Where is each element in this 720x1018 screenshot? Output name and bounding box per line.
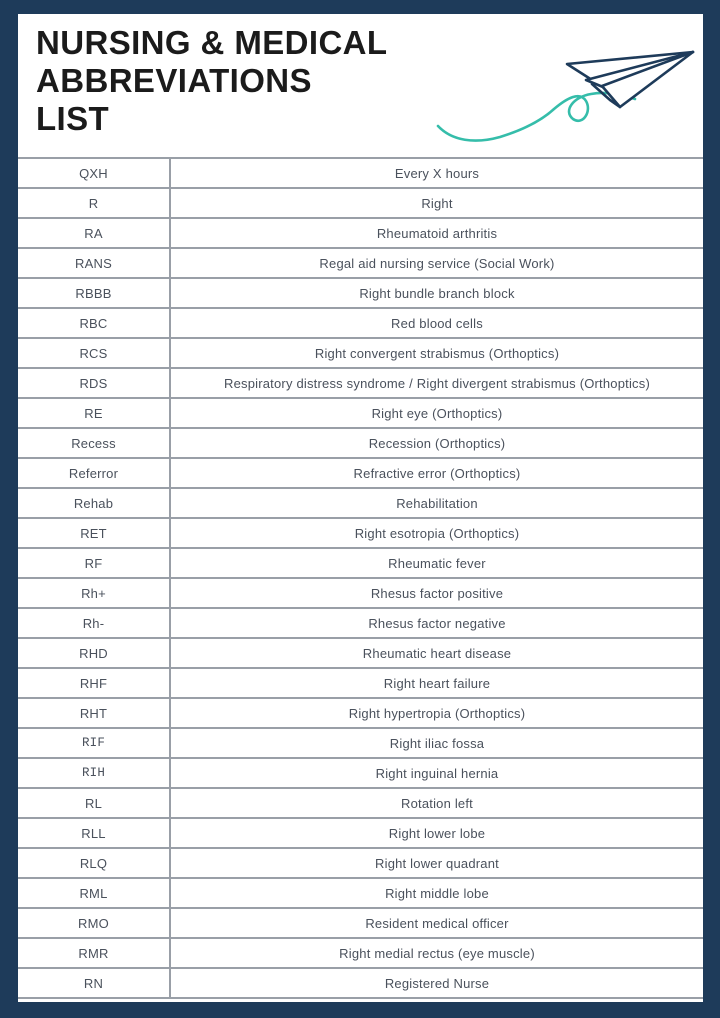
abbreviation-cell: RA bbox=[18, 219, 171, 247]
table-row bbox=[18, 339, 703, 369]
abbreviation-cell: RN bbox=[18, 969, 171, 997]
abbreviation-cell: RBC bbox=[18, 309, 171, 337]
abbreviation-cell: RMO bbox=[18, 909, 171, 937]
table-row bbox=[18, 219, 703, 249]
meaning-cell: Right convergent strabismus (Orthoptics) bbox=[314, 345, 560, 361]
page-title-line-3: LIST bbox=[36, 100, 110, 137]
table-row bbox=[18, 669, 703, 699]
page-title-line-1: NURSING & MEDICAL bbox=[36, 24, 388, 61]
header bbox=[18, 14, 703, 157]
abbreviation-cell: RML bbox=[18, 879, 171, 907]
meaning-cell: Refractive error (Orthoptics) bbox=[353, 465, 521, 481]
meaning-cell: Right bbox=[421, 195, 453, 211]
abbreviation-cell: RHT bbox=[18, 699, 171, 727]
table-row bbox=[18, 819, 703, 849]
teal-swoosh-icon bbox=[438, 93, 635, 141]
abbreviation-cell: RBBB bbox=[18, 279, 171, 307]
table-row bbox=[18, 879, 703, 909]
abbreviation-cell: RF bbox=[18, 549, 171, 577]
meaning-cell: Right esotropia (Orthoptics) bbox=[354, 525, 520, 541]
abbreviations-table bbox=[18, 157, 703, 999]
meaning-cell: Right inguinal hernia bbox=[375, 765, 499, 781]
abbreviation-cell: RHD bbox=[18, 639, 171, 667]
meaning-cell: Red blood cells bbox=[391, 315, 483, 331]
table-row bbox=[18, 279, 703, 309]
abbreviation-cell: RCS bbox=[18, 339, 171, 367]
meaning-cell: Rheumatoid arthritis bbox=[376, 225, 498, 241]
meaning-cell: Right lower lobe bbox=[388, 825, 486, 841]
meaning-cell: Right medial rectus (eye muscle) bbox=[339, 945, 535, 961]
meaning-cell: Rheumatic fever bbox=[388, 555, 486, 571]
meaning-cell: Right eye (Orthoptics) bbox=[371, 405, 503, 421]
table-row bbox=[18, 849, 703, 879]
abbreviation-cell: RANS bbox=[18, 249, 171, 277]
abbreviation-cell: RIH bbox=[18, 759, 171, 787]
meaning-cell: Right heart failure bbox=[383, 675, 491, 691]
abbreviation-cell: RHF bbox=[18, 669, 171, 697]
abbreviation-cell: RDS bbox=[18, 369, 171, 397]
meaning-cell: Right lower quadrant bbox=[375, 855, 499, 871]
table-row bbox=[18, 519, 703, 549]
abbreviation-cell: RLQ bbox=[18, 849, 171, 877]
meaning-cell: Rhesus factor positive bbox=[370, 585, 504, 601]
table-row bbox=[18, 189, 703, 219]
table-row bbox=[18, 939, 703, 969]
meaning-cell: Every X hours bbox=[394, 165, 480, 181]
table-row bbox=[18, 249, 703, 279]
table-row bbox=[18, 729, 703, 759]
meaning-cell: Right iliac fossa bbox=[389, 735, 485, 751]
abbreviation-cell: RL bbox=[18, 789, 171, 817]
meaning-cell: Rotation left bbox=[401, 795, 473, 811]
meaning-cell: Rhesus factor negative bbox=[368, 615, 506, 631]
meaning-cell: Rehabilitation bbox=[396, 495, 478, 511]
abbreviation-cell: Rh+ bbox=[18, 579, 171, 607]
meaning-cell: Right hypertropia (Orthoptics) bbox=[348, 705, 526, 721]
page bbox=[18, 14, 703, 1002]
table-row bbox=[18, 609, 703, 639]
table-row bbox=[18, 159, 703, 189]
table-row bbox=[18, 699, 703, 729]
meaning-cell: Recession (Orthoptics) bbox=[368, 435, 506, 451]
table-row bbox=[18, 969, 703, 999]
table-row bbox=[18, 369, 703, 399]
meaning-cell: Right middle lobe bbox=[385, 885, 489, 901]
table-row bbox=[18, 909, 703, 939]
meaning-cell: Registered Nurse bbox=[384, 975, 490, 991]
table-row bbox=[18, 429, 703, 459]
table-row bbox=[18, 759, 703, 789]
meaning-cell: Resident medical officer bbox=[365, 915, 509, 931]
abbreviation-cell: RIF bbox=[18, 729, 171, 757]
abbreviation-cell: RLL bbox=[18, 819, 171, 847]
paper-plane-illustration bbox=[430, 40, 700, 152]
abbreviation-cell: RE bbox=[18, 399, 171, 427]
abbreviation-cell: Referror bbox=[18, 459, 171, 487]
meaning-cell: Respiratory distress syndrome / Right divergent strabismus (Orthoptics) bbox=[223, 375, 650, 391]
table-row bbox=[18, 789, 703, 819]
abbreviation-cell: Recess bbox=[18, 429, 171, 457]
abbreviation-cell: Rh- bbox=[18, 609, 171, 637]
table-row bbox=[18, 459, 703, 489]
table-row bbox=[18, 639, 703, 669]
meaning-cell: Right bundle branch block bbox=[359, 285, 515, 301]
table-row bbox=[18, 579, 703, 609]
page-title-line-2: ABBREVIATIONS bbox=[36, 62, 312, 99]
page-title bbox=[36, 24, 387, 138]
abbreviation-cell: RET bbox=[18, 519, 171, 547]
meaning-cell: Regal aid nursing service (Social Work) bbox=[319, 255, 555, 271]
abbreviation-cell: Rehab bbox=[18, 489, 171, 517]
abbreviation-cell: QXH bbox=[18, 159, 171, 187]
table-row bbox=[18, 309, 703, 339]
abbreviation-cell: R bbox=[18, 189, 171, 217]
abbreviation-cell: RMR bbox=[18, 939, 171, 967]
meaning-cell: Rheumatic heart disease bbox=[362, 645, 512, 661]
table-row bbox=[18, 489, 703, 519]
table-row bbox=[18, 549, 703, 579]
table-row bbox=[18, 399, 703, 429]
